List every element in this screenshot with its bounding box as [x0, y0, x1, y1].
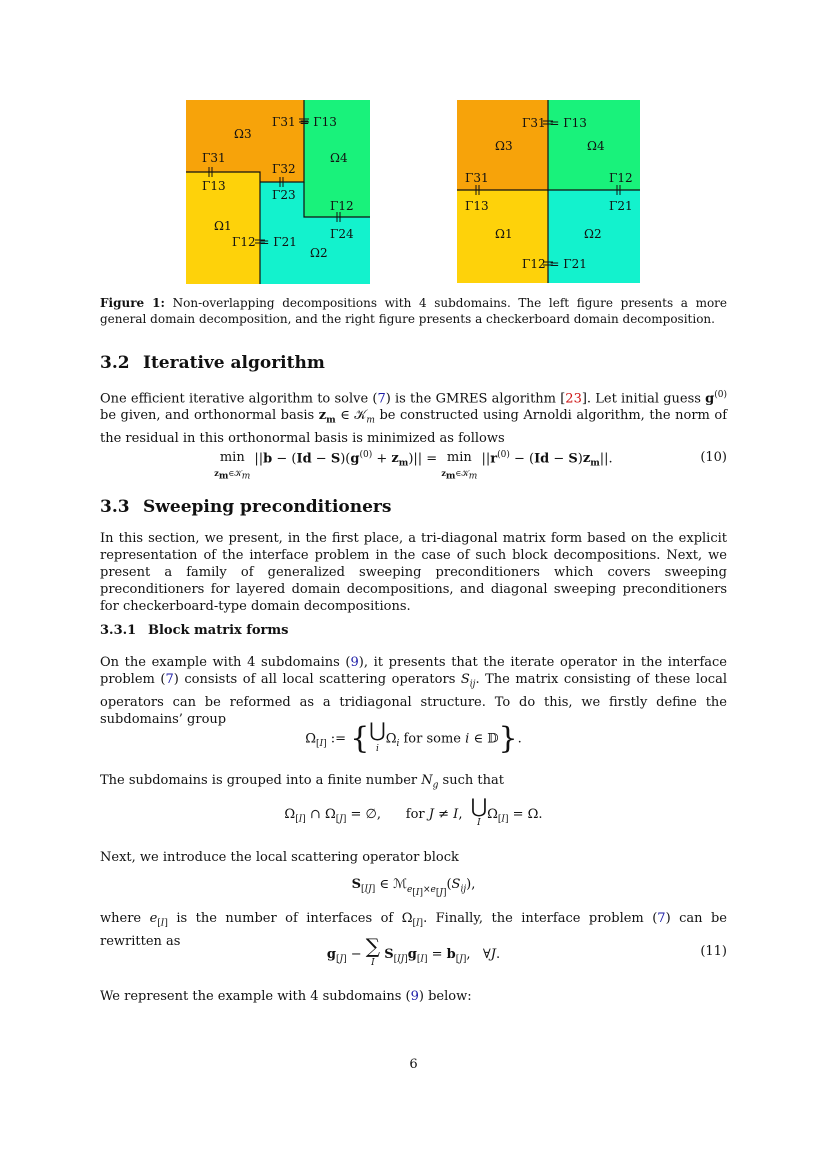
paragraph-sweeping: In this section, we present, in the first place, a tri-diagonal matrix form based on the explicit representation of the interface problem in the case of such block decompositions. Next, we present a family of generalized sweeping preconditioners which covers sweeping preconditioners for layered domain decompositions, and diagonal sweeping preconditioners for checkerboard-type domain decompositions.: [100, 531, 727, 614]
equation-group-definition: $\Omega_{[I]}$ := {⋃ $i\Omega_i$ for some i ∈ 𝔻}.: [305, 717, 522, 756]
figure-right-checkerboard: [457, 100, 640, 283]
label-g31: Γ31: [465, 171, 489, 185]
section-title: Iterative algorithm: [143, 353, 325, 373]
section-number: 3.3.1: [100, 623, 137, 638]
caption-label: Figure 1:: [100, 296, 165, 310]
label-omega3: Ω3: [495, 139, 513, 153]
label-g12: Γ12: [609, 171, 633, 185]
label-g23: Γ23: [272, 188, 296, 202]
equation-group-partition: $\Omega_{[I]}$ ∩ $\Omega_{[J]}$ = ∅, for J ≠ I, ⋃ $I\Omega_{[I]} = \Omega$.: [284, 794, 543, 828]
label-g31: Γ31: [202, 151, 226, 165]
label-g13: Γ13: [465, 199, 489, 213]
label-omega4: Ω4: [587, 139, 605, 153]
equation-number: (11): [700, 944, 727, 959]
label-g12-eq-g21: Γ12 = Γ21: [522, 257, 587, 271]
equation-scattering-block: $S_{[IJ]}$ ∈ $ℳ_{e_{[I]}\times e_{[J]}}(S_{ij})$,: [351, 877, 476, 898]
section-title: Block matrix forms: [148, 623, 289, 638]
label-g12: Γ12: [330, 199, 354, 213]
figure-left-decomposition: [186, 100, 370, 284]
equation-number: (10): [700, 450, 727, 465]
label-g12-eq-g21: Γ12 = Γ21: [232, 235, 297, 249]
label-g32: Γ32: [272, 162, 296, 176]
label-g24: Γ24: [330, 227, 354, 241]
section-heading-3-3: [100, 497, 391, 517]
equation-11: $g_{[J]}$ − ∑ I $S_{[IJ]}g_{[I]} = b_{[J]}$, ∀J. (11): [326, 934, 727, 968]
equation-ref-link[interactable]: 7: [377, 391, 386, 407]
label-omega2: Ω2: [584, 227, 602, 241]
label-g13: Γ13: [202, 179, 226, 193]
equation-ref-link[interactable]: 9: [410, 989, 419, 1004]
paragraph-block-matrix: On the example with 4 subdomains (9), it presents that the iterate operator in the interface problem (7) consists of all local scattering operators $S_{ij}$. The matrix consisting of these local operators can be reformed as a tridiagonal structure. To do this, we firstly define the subdomains’ group: [100, 655, 727, 727]
equation-ref-link[interactable]: 7: [657, 911, 666, 926]
section-number: 3.2: [100, 353, 130, 373]
paragraph-represent: We represent the example with 4 subdomains (9) below:: [100, 989, 472, 1004]
equation-10: min $z_m\in 𝒦_m$ $||b - (Id - S)(g^{(0)} + z_m)|| = \min$ $z_m\in 𝒦_m$ $||r^{(0)} - (Id - S)z_m||$. (10): [214, 450, 727, 482]
label-g31-eq-g13: Γ31 = Γ13: [522, 116, 587, 130]
equation-ref-link[interactable]: 9: [350, 655, 359, 670]
equation-ref-link[interactable]: 7: [165, 672, 174, 687]
label-omega1: Ω1: [495, 227, 513, 241]
label-omega3: Ω3: [234, 127, 252, 141]
paragraph-iterative: One efficient iterative algorithm to solve (7) is the GMRES algorithm [23]. Let initial guess $g^{(0)}$ be given, and orthonormal basis $z_m$ ∈ 𝒦$_m$ be constructed using Arnoldi algorithm, the norm of the residual in this orthonormal basis is minimized as follows: [100, 390, 728, 446]
section-heading-3-3-1: [100, 623, 288, 638]
label-omega2: Ω2: [310, 246, 328, 260]
paragraph-interfaces: where $e_{[I]}$ is the number of interfaces of $\Omega_{[I]}$. Finally, the interface problem (7) can be rewritten as: [100, 911, 727, 949]
paragraph-scattering-block: Next, we introduce the local scattering operator block: [100, 850, 459, 865]
section-heading-3-2: [100, 353, 325, 373]
section-title: Sweeping preconditioners: [143, 497, 392, 517]
label-g31-eq-g13: Γ31 = Γ13: [272, 115, 337, 129]
citation-link[interactable]: 23: [565, 391, 582, 407]
label-g21: Γ21: [609, 199, 633, 213]
section-number: 3.3: [100, 497, 130, 517]
page-number: 6: [409, 1057, 418, 1072]
paragraph-grouped: The subdomains is grouped into a finite number $N_g$ such that: [100, 773, 504, 791]
label-omega4: Ω4: [330, 151, 348, 165]
label-omega1: Ω1: [214, 219, 232, 233]
caption-text: Non-overlapping decompositions with 4 subdomains. The left figure presents a more general domain decomposition, and the right figure presents a checkerboard domain decomposition.: [100, 296, 728, 326]
figure-caption: [100, 295, 727, 327]
